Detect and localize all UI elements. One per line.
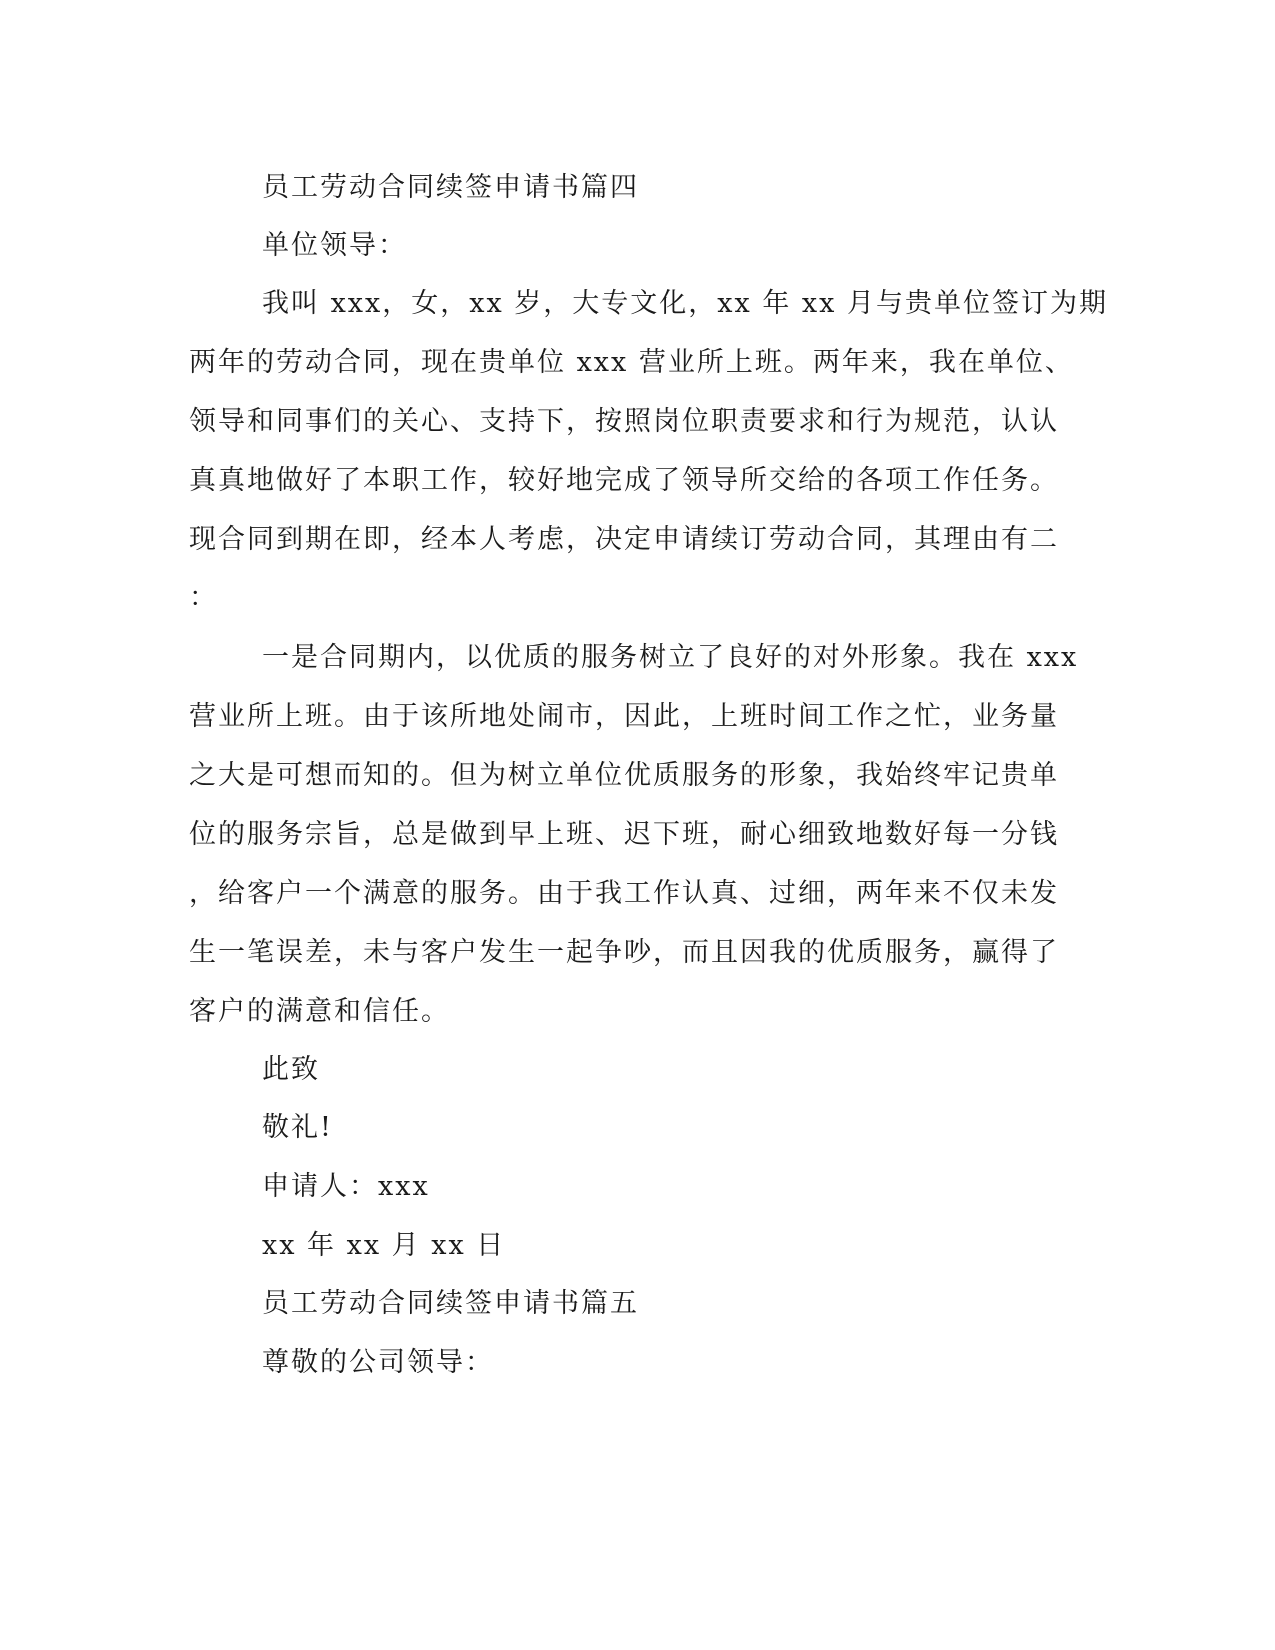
applicant-signature: 申请人：xxx <box>262 1171 430 1202</box>
signature-date: xx 年 xx 月 xx 日 <box>262 1230 506 1261</box>
paragraph-1-line: 我叫 xxx，女，xx 岁，大专文化，xx 年 xx 月与贵单位签订为期 <box>262 288 1108 319</box>
paragraph-2-line: ，给客户一个满意的服务。由于我工作认真、过细，两年来不仅未发 <box>189 878 1059 909</box>
paragraph-1-line: 领导和同事们的关心、支持下，按照岗位职责要求和行为规范，认认 <box>189 406 1059 437</box>
paragraph-2-line: 生一笔误差，未与客户发生一起争吵，而且因我的优质服务，赢得了 <box>189 937 1059 968</box>
paragraph-1-line: 现合同到期在即，经本人考虑，决定申请续订劳动合同，其理由有二 <box>189 524 1059 555</box>
closing-line-2: 敬礼! <box>262 1112 333 1143</box>
paragraph-1-line: 两年的劳动合同，现在贵单位 xxx 营业所上班。两年来，我在单位、 <box>189 347 1074 378</box>
paragraph-1-line: 真真地做好了本职工作，较好地完成了领导所交给的各项工作任务。 <box>189 465 1059 496</box>
paragraph-1-line: ： <box>189 582 218 613</box>
section-heading-4: 员工劳动合同续签申请书篇四 <box>262 172 639 203</box>
paragraph-2-line: 一是合同期内，以优质的服务树立了良好的对外形象。我在 xxx <box>262 642 1079 673</box>
salutation-4: 单位领导： <box>262 230 407 261</box>
section-heading-5: 员工劳动合同续签申请书篇五 <box>262 1288 639 1319</box>
paragraph-2-line: 之大是可想而知的。但为树立单位优质服务的形象，我始终牢记贵单 <box>189 760 1059 791</box>
closing-line-1: 此致 <box>262 1054 320 1085</box>
paragraph-2-line: 位的服务宗旨，总是做到早上班、迟下班，耐心细致地数好每一分钱 <box>189 819 1059 850</box>
paragraph-2-line: 客户的满意和信任。 <box>189 996 450 1027</box>
salutation-5: 尊敬的公司领导： <box>262 1347 494 1378</box>
paragraph-2-line: 营业所上班。由于该所地处闹市，因此，上班时间工作之忙，业务量 <box>189 701 1059 732</box>
